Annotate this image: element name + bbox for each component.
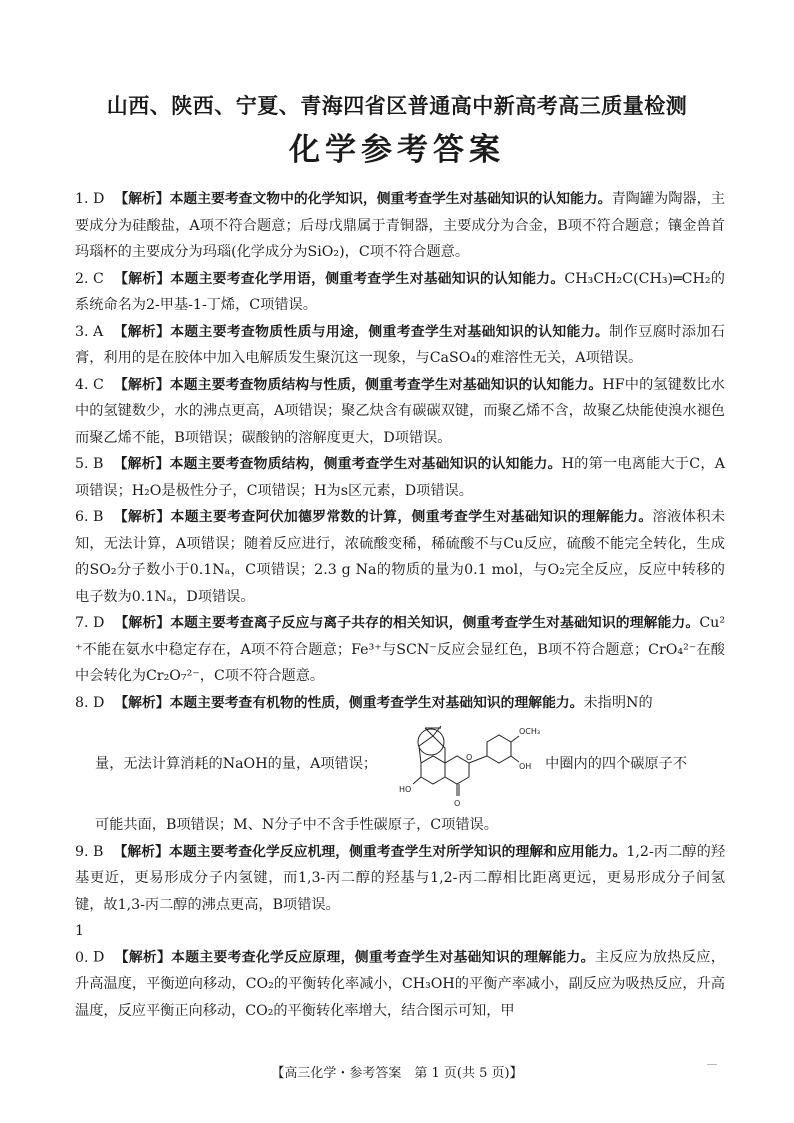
analysis-tag: 【解析】 — [114, 191, 170, 207]
answer-item-2 — [75, 266, 725, 319]
item-answer: B — [93, 509, 104, 525]
item-answer: B — [93, 843, 104, 860]
analysis-tag: 【解析】 — [113, 323, 171, 340]
analysis-tag: 【解析】 — [114, 949, 172, 966]
item-explanation-part-a: 未指明N的 — [583, 694, 653, 711]
circled-carbons-mark — [418, 729, 444, 755]
answer-item-9 — [75, 839, 725, 919]
item-explanation: CH₃CH₂C(CH₃)═CH₂的系统命名为2-甲基-1-丁烯，C项错误。 — [75, 270, 725, 313]
ring-oxygen-label: O — [466, 753, 473, 762]
item-summary: 本题主要考查化学用语，侧重考查学生对基础知识的认知能力。 — [170, 270, 565, 287]
methoxy-label: OCH₃ — [519, 727, 541, 736]
item-explanation: H的第一电离能大于C，A项错误；H₂O是极性分子，C项错误；H为s区元素，D项错误。 — [75, 456, 725, 499]
benzene-ring-a — [421, 756, 445, 784]
item-summary: 本题主要考查物质性质与用途，侧重考查学生对基础知识的认知能力。 — [170, 323, 609, 340]
item-answer: A — [93, 323, 104, 340]
item-number: 2. — [75, 270, 89, 287]
item-summary: 本题主要考查文物中的化学知识，侧重考查学生对基础知识的认知能力。 — [169, 191, 612, 207]
answer-item-10 — [75, 918, 725, 1024]
item-number: 7. — [75, 615, 89, 631]
page-title: 化学参考答案 — [289, 132, 505, 168]
benzene-ring-b — [487, 735, 511, 763]
item-number: 10. — [75, 923, 89, 966]
answer-item-1 — [75, 186, 725, 266]
analysis-tag: 【解析】 — [114, 615, 171, 631]
answer-item-7 — [75, 610, 725, 690]
hydroxyl-label-left: HO — [399, 785, 412, 794]
item-number: 5. — [75, 456, 89, 472]
item-answer: D — [93, 191, 105, 207]
item-explanation: 制作豆腐时添加石膏，利用的是在胶体中加入电解质发生聚沉这一现象，与CaSO₄的难溶性无关，A项错误。 — [75, 323, 725, 366]
item-number: 1. — [75, 191, 89, 207]
item-summary: 本题主要考查物质结构，侧重考查学生对基础知识的认知能力。 — [169, 456, 562, 472]
item-summary: 本题主要考查离子反应与离子共存的相关知识，侧重考查学生对基础知识的理解能力。 — [170, 615, 700, 631]
molecule-structure-figure — [381, 718, 541, 810]
item-number: 9. — [75, 843, 89, 860]
item-explanation: 溶液体积未知，无法计算，A项错误；随着反应进行，浓硫酸变稀，稀硫酸不与Cu反应，硫酸不能完全转化，生成的SO₂分子数小于0.1Nₐ，C项错误；2.3 g Na的物质的量为0.1 mol，与O₂完全反应，反应中转移的电子数为0.1Nₐ，D项错误。 — [75, 509, 726, 605]
item-summary: 本题主要考查阿伏加德罗常数的计算，侧重考查学生对基础知识的理解能力。 — [170, 509, 653, 525]
item-answer: D — [93, 615, 105, 631]
answer-item-5 — [75, 451, 725, 504]
item-explanation-part-b: 量，无法计算消耗的NaOH的量，A项错误； — [95, 755, 378, 772]
item-explanation: Cu²⁺不能在氨水中稳定存在，A项不符合题意；Fe³⁺与SCN⁻反应会显红色，B项不符合题意；CrO₄²⁻在酸中会转化为Cr₂O₇²⁻，C项不符合题意。 — [75, 615, 726, 684]
answer-list — [75, 186, 725, 1024]
carbonyl-oxygen-label: O — [454, 799, 461, 808]
item-answer: C — [93, 270, 104, 287]
item-summary: 本题主要考查有机物的性质，侧重考查学生对基础知识的理解能力。 — [169, 694, 584, 711]
item-explanation: HF中的氢键数比水中的氢键数少，水的沸点更高，A项错误；聚乙炔含有碳碳双键，而聚乙烯不含，故聚乙炔能使溴水褪色而聚乙烯不能，B项错误；碳酸钠的溶解度更大，D项错误。 — [75, 376, 725, 446]
analysis-tag: 【解析】 — [113, 270, 171, 287]
analysis-tag: 【解析】 — [113, 456, 170, 472]
item-summary: 本题主要考查化学反应机理，侧重考查学生对所学知识的理解和应用能力。 — [168, 843, 627, 860]
item-number: 8. — [75, 694, 89, 711]
item-explanation-part-d: 可能共面，B项错误；M、N分子中不含手性碳原子，C项错误。 — [95, 817, 498, 833]
item-explanation: 主反应为放热反应，升高温度，平衡逆向移动，CO₂的平衡转化率减小，CH₃OH的平衡产率减小，副反应为吸热反应，升高温度，反应平衡正向移动，CO₂的平衡转化率增大，结合图示可知，甲 — [75, 949, 725, 1019]
corner-mark — [707, 1064, 717, 1065]
item-answer: D — [93, 949, 105, 966]
item-answer: D — [93, 694, 105, 711]
item-answer: C — [93, 376, 104, 393]
item-explanation: 青陶罐为陶器，主要成分为硅酸盐，A项不符合题意；后母戊鼎属于青铜器，主要成分为合金，B项不符合题意；镶金兽首玛瑙杯的主要成分为玛瑙(化学成分为SiO₂)，C项不符合题意。 — [75, 191, 726, 260]
page-footer: 【高三化学・参考答案 第 1 页(共 5 页)】 — [271, 1066, 523, 1081]
item-8-figure-row — [75, 716, 725, 812]
answer-item-6 — [75, 504, 725, 610]
answer-item-3 — [75, 319, 725, 372]
item-summary: 本题主要考查物质结构与性质，侧重考查学生对基础知识的认知能力。 — [169, 376, 603, 393]
item-explanation: 1,2-丙二醇的羟基更近，更易形成分子内氢键，而1,3-丙二醇的羟基与1,2-丙二醇相比距离更远，更易形成分子间氢键，故1,3-丙二醇的沸点更高，B项错误。 — [75, 843, 726, 913]
item-number: 3. — [75, 323, 89, 340]
item-number: 6. — [75, 509, 89, 525]
analysis-tag: 【解析】 — [113, 509, 171, 525]
item-number: 4. — [75, 376, 89, 393]
hydroxyl-label-right: OH — [519, 762, 532, 771]
analysis-tag: 【解析】 — [114, 694, 170, 711]
analysis-tag: 【解析】 — [113, 843, 169, 860]
item-explanation-part-c: 中圈内的四个碳原子不 — [545, 755, 688, 772]
item-answer: B — [93, 456, 104, 472]
item-summary: 本题主要考查化学反应原理，侧重考查学生对基础知识的理解能力。 — [171, 949, 595, 966]
answer-item-8 — [75, 690, 725, 839]
analysis-tag: 【解析】 — [113, 376, 170, 393]
exam-title: 山西、陕西、宁夏、青海四省区普通高中新高考高三质量检测 — [106, 94, 688, 118]
answer-item-4 — [75, 372, 725, 452]
